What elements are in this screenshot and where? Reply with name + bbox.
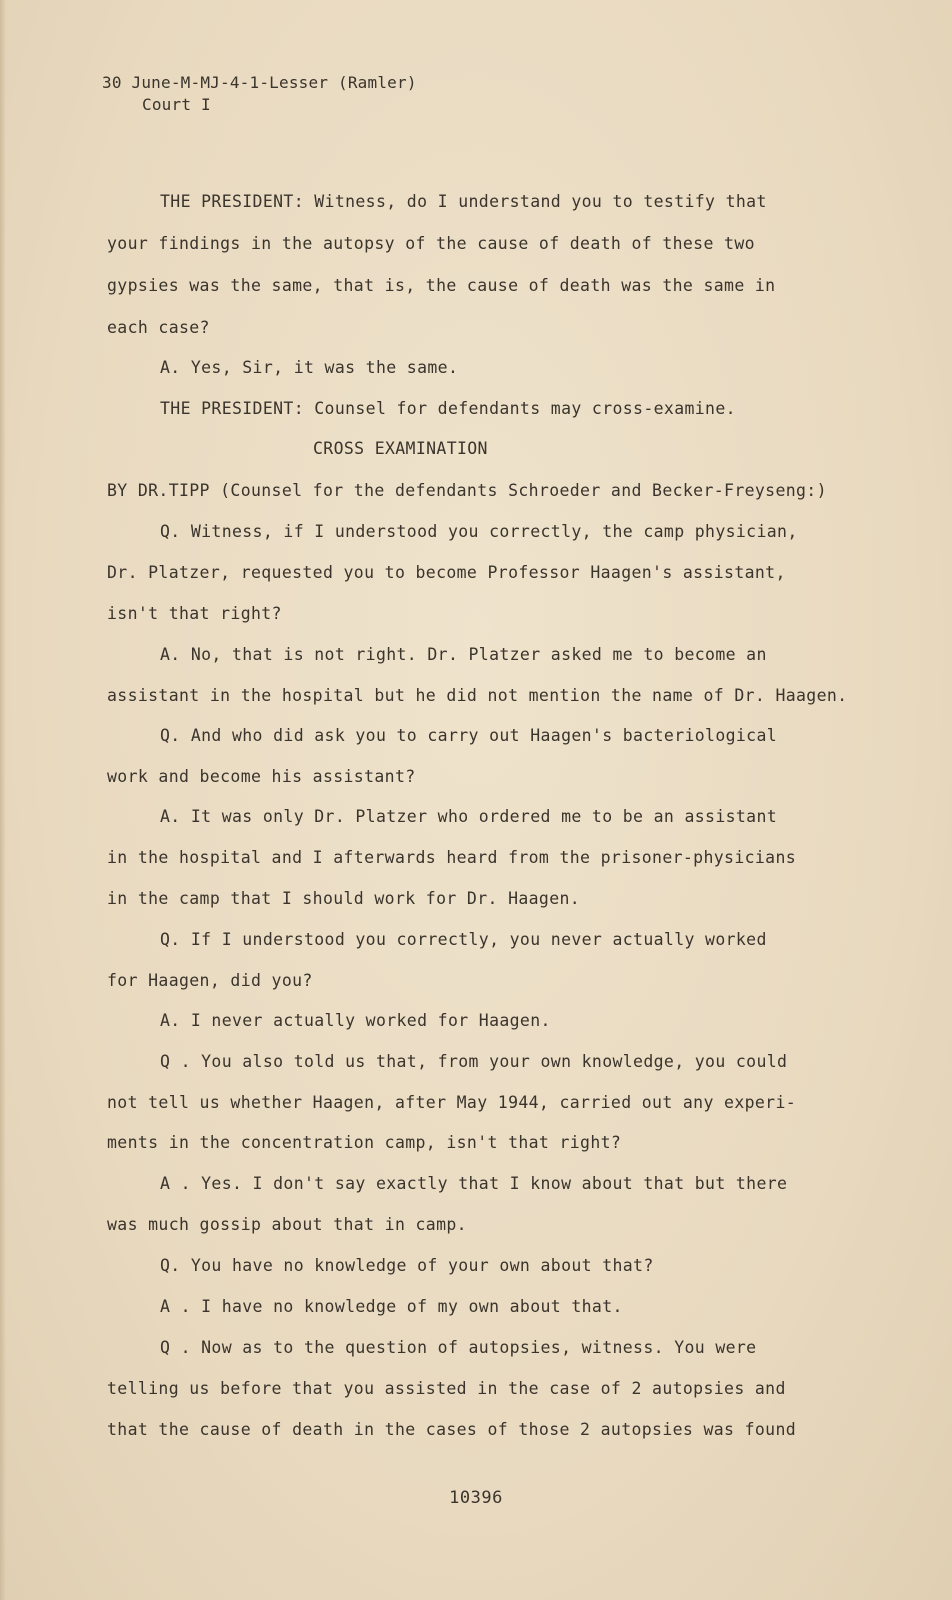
transcript-line: Q. And who did ask you to carry out Haagen's bacteriological <box>160 726 778 745</box>
transcript-line: THE PRESIDENT: Counsel for defendants may cross-examine. <box>160 399 736 418</box>
transcript-line: Q. You have no knowledge of your own about that? <box>160 1256 654 1275</box>
transcript-line: your findings in the autopsy of the cause of death of these two <box>107 234 755 253</box>
transcript-line: A. I never actually worked for Haagen. <box>160 1011 551 1030</box>
page-header <box>102 72 417 116</box>
transcript-line: Dr. Platzer, requested you to become Professor Haagen's assistant, <box>107 563 786 582</box>
transcript-line: A. It was only Dr. Platzer who ordered me to be an assistant <box>160 807 778 826</box>
transcript-line: Q. Witness, if I understood you correctly, the camp physician, <box>160 522 798 541</box>
transcript-line: was much gossip about that in camp. <box>107 1215 467 1234</box>
transcript-line: assistant in the hospital but he did not mention the name of Dr. Haagen. <box>107 686 848 705</box>
transcript-line: A. Yes, Sir, it was the same. <box>160 358 459 377</box>
transcript-line: A. No, that is not right. Dr. Platzer asked me to become an <box>160 645 767 664</box>
transcript-line: gypsies was the same, that is, the cause of death was the same in <box>107 276 776 295</box>
transcript-line: THE PRESIDENT: Witness, do I understand you to testify that <box>160 192 767 211</box>
transcript-line: that the cause of death in the cases of those 2 autopsies was found <box>107 1420 797 1439</box>
page-edge-shadow <box>0 0 6 1600</box>
transcript-line: Q. If I understood you correctly, you never actually worked <box>160 930 767 949</box>
transcript-line: in the hospital and I afterwards heard from the prisoner-physicians <box>107 848 797 867</box>
transcript-line: in the camp that I should work for Dr. Haagen. <box>107 889 581 908</box>
transcript-line: work and become his assistant? <box>107 767 416 786</box>
transcript-line: BY DR.TIPP (Counsel for the defendants Schroeder and Becker-Freyseng:) <box>107 481 827 500</box>
header-reference: 30 June-M-MJ-4-1-Lesser (Ramler) <box>102 73 417 92</box>
transcript-line: not tell us whether Haagen, after May 1944, carried out any experi- <box>107 1093 797 1112</box>
transcript-line: Q . You also told us that, from your own knowledge, you could <box>160 1052 788 1071</box>
transcript-line: telling us before that you assisted in the case of 2 autopsies and <box>107 1379 786 1398</box>
transcript-line: Q . Now as to the question of autopsies, witness. You were <box>160 1338 757 1357</box>
page-number: 10396 <box>449 1488 503 1508</box>
transcript-line: A . Yes. I don't say exactly that I know about that but there <box>160 1174 788 1193</box>
transcript-line: ments in the concentration camp, isn't that right? <box>107 1133 622 1152</box>
section-heading: CROSS EXAMINATION <box>313 439 488 458</box>
transcript-line: A . I have no knowledge of my own about that. <box>160 1297 623 1316</box>
transcript-line: for Haagen, did you? <box>107 971 313 990</box>
transcript-line: each case? <box>107 318 210 337</box>
transcript-line: isn't that right? <box>107 604 282 623</box>
header-court: Court I <box>142 95 211 114</box>
